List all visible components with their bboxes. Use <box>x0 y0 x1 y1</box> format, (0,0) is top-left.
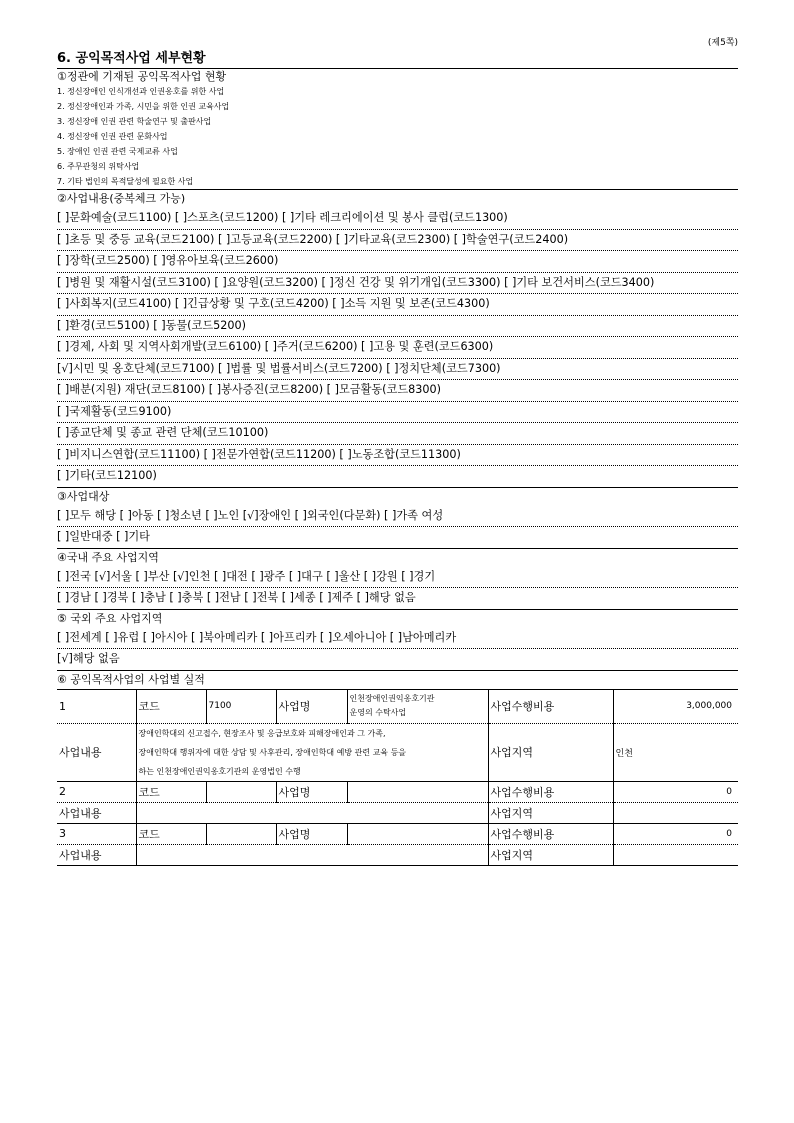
purpose-item: 5. 장애인 인권 관련 국제교류 사업 <box>57 147 178 156</box>
project-results-table <box>57 689 738 866</box>
project-number: 1 <box>57 689 136 723</box>
name-label: 사업명 <box>276 689 347 723</box>
code-label: 코드 <box>136 689 206 723</box>
cost-label: 사업수행비용 <box>488 823 613 844</box>
name-value[interactable] <box>347 689 488 723</box>
content-line: 하는 인천장애인권익옹호기관의 운영법인 수행 <box>138 766 301 776</box>
overseas-region-row[interactable]: [√]해당 없음 <box>57 649 738 671</box>
section6-header: ⑥ 공익목적사업의 사업별 실적 <box>57 672 205 686</box>
content-label: 사업내용 <box>59 848 102 862</box>
section3-header: ③사업대상 <box>57 489 110 503</box>
business-content-row[interactable]: [ ]배분(지원) 재단(코드8100) [ ]봉사증진(코드8200) [ ]모금활동(코드8300) <box>57 380 738 402</box>
cost-value[interactable]: 0 <box>613 781 738 802</box>
project-content-row <box>57 844 738 865</box>
name-value[interactable] <box>347 823 488 844</box>
section2-header: ②사업내용(중복체크 가능) <box>57 192 186 205</box>
domestic-region-row[interactable]: [ ]경남 [ ]경북 [ ]충남 [ ]충북 [ ]전남 [ ]전북 [ ]세종 [ ]제주 [ ]해당 없음 <box>57 588 738 610</box>
overseas-region-row[interactable]: [ ]전세계 [ ]유럽 [ ]아시아 [ ]북아메리카 [ ]아프리카 [ ]오세아니아 [ ]남아메리카 <box>57 628 738 650</box>
business-content-row[interactable]: [ ]사회복지(코드4100) [ ]긴급상황 및 구호(코드4200) [ ]소득 지원 및 보존(코드4300) <box>57 294 738 316</box>
section4-header: ④국내 주요 사업지역 <box>57 550 159 564</box>
name-value[interactable] <box>347 781 488 802</box>
purpose-item: 6. 주무관청의 위탁사업 <box>57 162 140 171</box>
business-content-row[interactable]: [ ]초등 및 중등 교육(코드2100) [ ]고등교육(코드2200) [ ]기타교육(코드2300) [ ]학술연구(코드2400) <box>57 230 738 252</box>
purpose-item: 1. 정신장애인 인식개선과 인권옹호를 위한 사업 <box>57 87 225 96</box>
target-row[interactable]: [ ]모두 해당 [ ]아동 [ ]청소년 [ ]노인 [√]장애인 [ ]외국인(다문화) [ ]가족 여성 <box>57 506 738 528</box>
purpose-item: 2. 정신장애인과 가족, 시민을 위한 인권 교육사업 <box>57 102 230 111</box>
content-value[interactable] <box>136 723 488 781</box>
page-number: (제5쪽) <box>707 38 738 48</box>
cost-value[interactable]: 0 <box>613 823 738 844</box>
section1-header: ①정관에 기재된 공익목적사업 현황 <box>57 70 227 83</box>
target-row[interactable]: [ ]일반대중 [ ]기타 <box>57 527 738 549</box>
region-label: 사업지역 <box>488 802 613 823</box>
purpose-item: 7. 기타 법인의 목적달성에 필요한 사업 <box>57 174 738 190</box>
business-content-row[interactable]: [ ]경제, 사회 및 지역사회개발(코드6100) [ ]주거(코드6200) [ ]고용 및 훈련(코드6300) <box>57 337 738 359</box>
business-content-row[interactable]: [ ]국제활동(코드9100) <box>57 402 738 424</box>
business-content-row[interactable]: [ ]문화예술(코드1100) [ ]스포츠(코드1200) [ ]기타 레크리에이션 및 봉사 클럽(코드1300) <box>57 208 738 230</box>
content-line: 장애인학대의 신고접수, 현장조사 및 응급보호와 피해장애인과 그 가족, <box>138 728 386 738</box>
project-row <box>57 823 738 844</box>
name-label: 사업명 <box>276 823 347 844</box>
name-line: 운영의 수탁사업 <box>349 708 407 717</box>
cost-label: 사업수행비용 <box>488 689 613 723</box>
content-value[interactable] <box>136 844 488 865</box>
business-content-row[interactable]: [√]시민 및 옹호단체(코드7100) [ ]법률 및 법률서비스(코드7200) [ ]정치단체(코드7300) <box>57 359 738 381</box>
domestic-region-row[interactable]: [ ]전국 [√]서울 [ ]부산 [√]인천 [ ]대전 [ ]광주 [ ]대구 [ ]울산 [ ]강원 [ ]경기 <box>57 567 738 589</box>
business-content-row[interactable]: [ ]환경(코드5100) [ ]동물(코드5200) <box>57 316 738 338</box>
region-value[interactable]: 인천 <box>613 723 738 781</box>
code-value[interactable] <box>206 823 276 844</box>
content-label: 사업내용 <box>57 723 136 781</box>
section5-header: ⑤ 국외 주요 사업지역 <box>57 611 163 625</box>
content-line: 장애인학대 행위자에 대한 상담 및 사후관리, 장애인학대 예방 관련 교육 등을 <box>138 747 407 757</box>
section-title: 6. 공익목적사업 세부현황 <box>57 50 738 69</box>
region-value[interactable] <box>613 802 738 823</box>
business-content-row[interactable]: [ ]기타(코드12100) <box>57 466 738 488</box>
name-line: 인천장애인권익옹호기관 <box>349 694 435 703</box>
region-value[interactable] <box>613 844 738 865</box>
code-label: 코드 <box>136 781 206 802</box>
business-content-row[interactable]: [ ]병원 및 재활시설(코드3100) [ ]요양원(코드3200) [ ]정신 건강 및 위기개입(코드3300) [ ]기타 보건서비스(코드3400) <box>57 273 738 295</box>
cost-label: 사업수행비용 <box>488 781 613 802</box>
project-row <box>57 689 738 723</box>
cost-value[interactable]: 3,000,000 <box>613 689 738 723</box>
purpose-item: 4. 정신장애 인권 관련 문화사업 <box>57 132 168 141</box>
content-value[interactable] <box>136 802 488 823</box>
project-row <box>57 781 738 802</box>
code-label: 코드 <box>136 823 206 844</box>
code-value[interactable] <box>206 781 276 802</box>
project-content-row <box>57 802 738 823</box>
project-content-row <box>57 723 738 781</box>
code-value[interactable]: 7100 <box>206 689 276 723</box>
form-page <box>57 36 738 866</box>
content-label: 사업내용 <box>57 802 136 823</box>
region-label: 사업지역 <box>488 723 613 781</box>
project-number: 2 <box>57 781 136 802</box>
region-label: 사업지역 <box>488 844 613 865</box>
purpose-item: 3. 정신장애 인권 관련 학술연구 및 출판사업 <box>57 117 212 126</box>
name-label: 사업명 <box>276 781 347 802</box>
project-number: 3 <box>57 823 136 844</box>
business-content-row[interactable]: [ ]비지니스연합(코드11100) [ ]전문가연합(코드11200) [ ]노동조합(코드11300) <box>57 445 738 467</box>
business-content-row[interactable]: [ ]종교단체 및 종교 관련 단체(코드10100) <box>57 423 738 445</box>
business-content-row[interactable]: [ ]장학(코드2500) [ ]영유아보육(코드2600) <box>57 251 738 273</box>
